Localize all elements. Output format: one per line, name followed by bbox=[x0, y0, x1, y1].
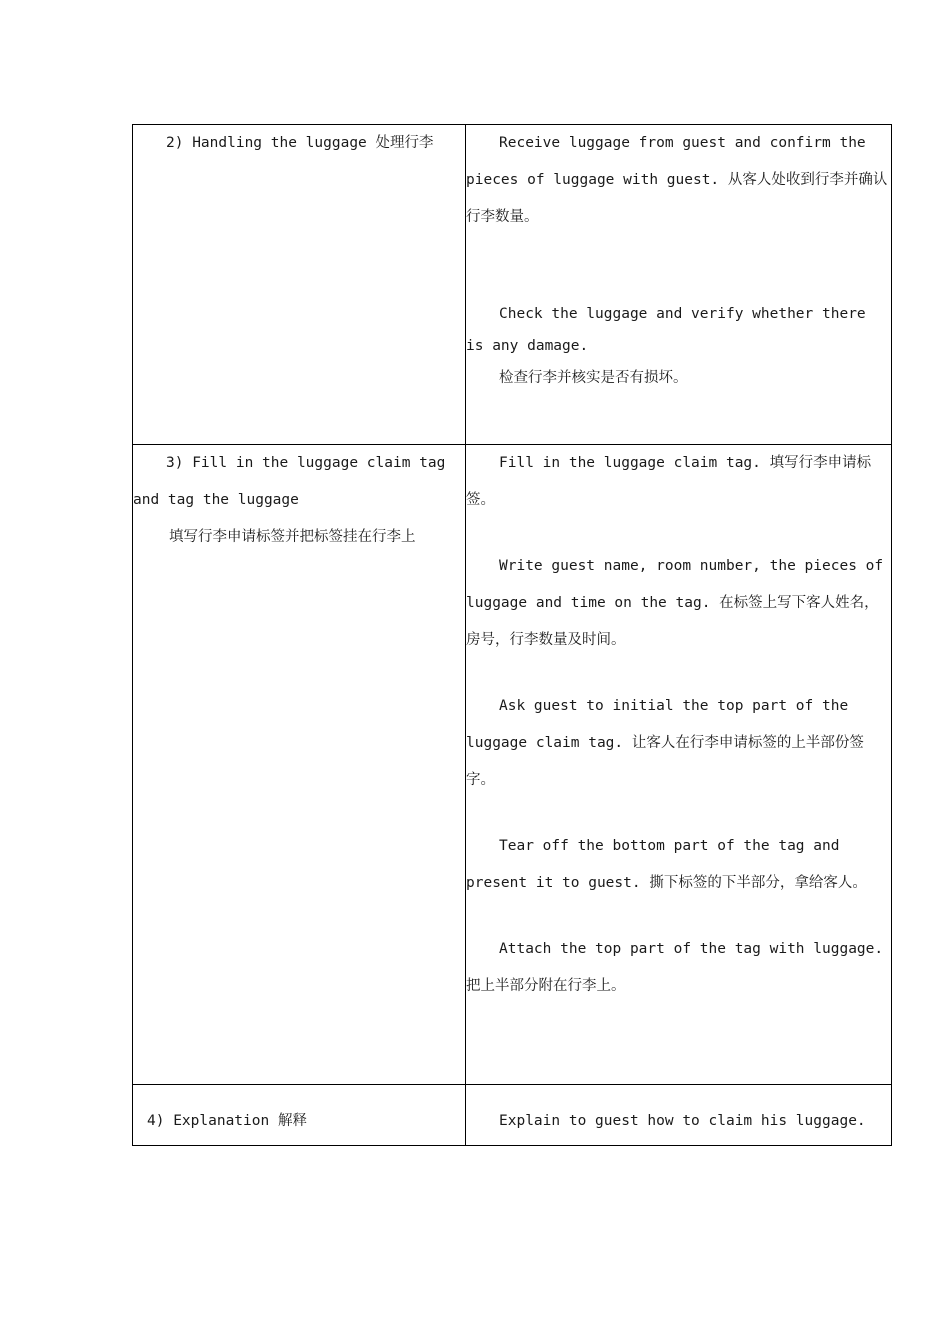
table-row bbox=[133, 125, 892, 445]
step-cell bbox=[133, 125, 466, 445]
step-title: 4) Explanation 解释 bbox=[147, 1113, 307, 1129]
procedure-table bbox=[132, 124, 892, 1146]
step-cell bbox=[133, 1085, 466, 1146]
detail-paragraph: Receive luggage from guest and confirm the pieces of luggage with guest. 从客人处收到行李并确认行李数量。 bbox=[466, 135, 888, 225]
details-cell bbox=[466, 445, 892, 1085]
detail-paragraph: Tear off the bottom part of the tag and present it to guest. 撕下标签的下半部分，拿给客人。 bbox=[466, 838, 867, 891]
step-title-cn: 填写行李申请标签并把标签挂在行李上 bbox=[169, 529, 416, 545]
step-title: 3) Fill in the luggage claim tag and tag the luggage bbox=[133, 455, 446, 508]
step-cell bbox=[133, 445, 466, 1085]
detail-paragraph: Fill in the luggage claim tag. 填写行李申请标签。 bbox=[466, 455, 872, 508]
detail-paragraph: Attach the top part of the tag with luggage. 把上半部分附在行李上。 bbox=[466, 941, 884, 994]
table-row bbox=[133, 1085, 892, 1146]
detail-paragraph: Check the luggage and verify whether there is any damage. bbox=[466, 306, 866, 354]
step-title: 2) Handling the luggage 处理行李 bbox=[166, 135, 434, 151]
detail-paragraph: 检查行李并核实是否有损坏。 bbox=[499, 370, 688, 386]
detail-paragraph: Ask guest to initial the top part of the luggage claim tag. 让客人在行李申请标签的上半部份签字。 bbox=[466, 698, 864, 788]
details-cell bbox=[466, 1085, 892, 1146]
detail-paragraph: Write guest name, room number, the pieces of luggage and time on the tag. 在标签上写下客人姓名，房号，行李数量及时间。 bbox=[466, 558, 884, 648]
details-cell bbox=[466, 125, 892, 445]
table-row bbox=[133, 445, 892, 1085]
detail-paragraph: Explain to guest how to claim his luggage. bbox=[499, 1113, 866, 1129]
